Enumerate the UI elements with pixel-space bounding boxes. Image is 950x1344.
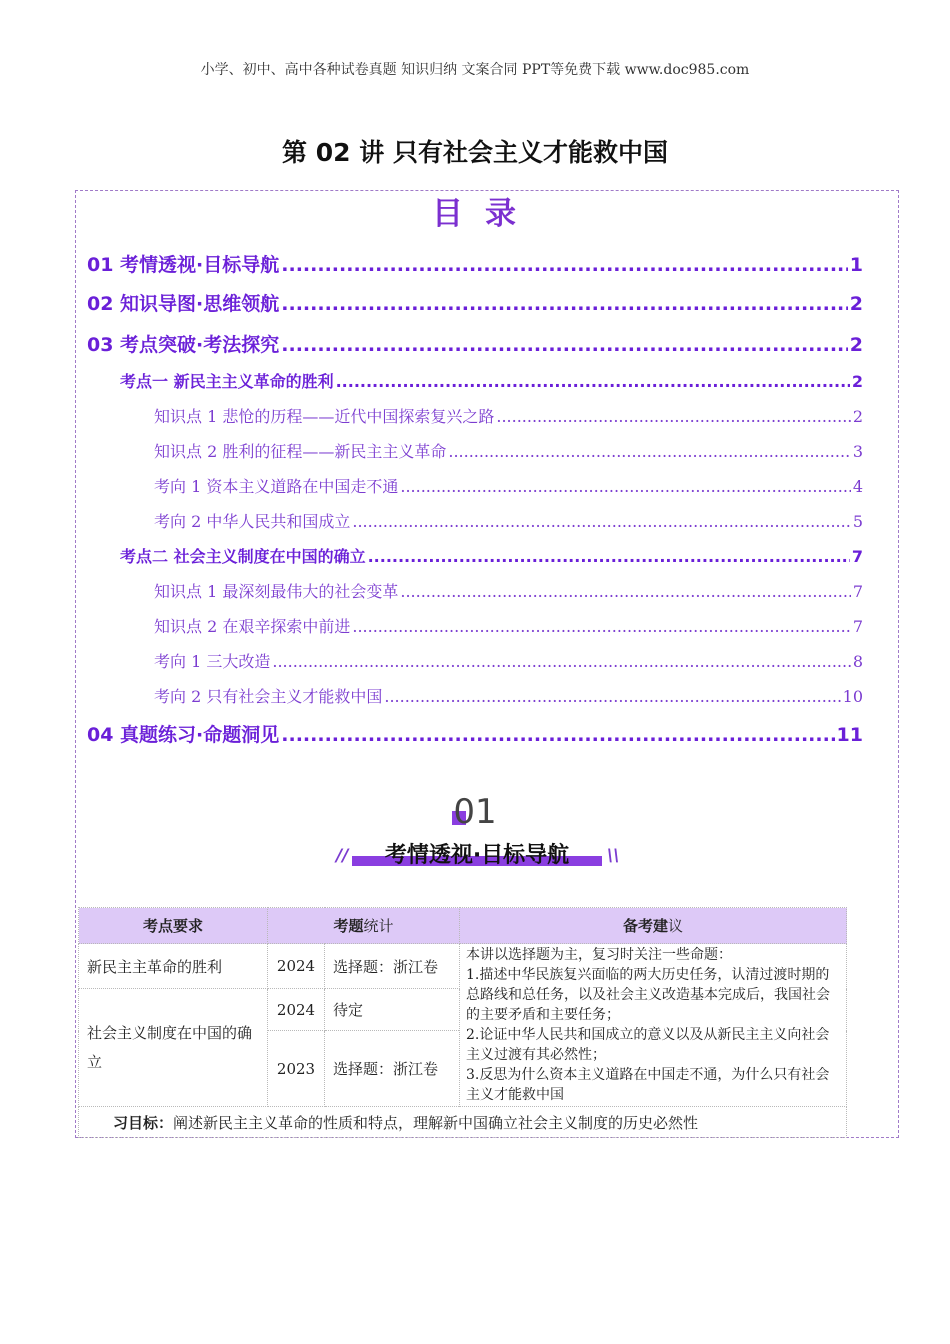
- type-cell: 待定: [325, 989, 460, 1031]
- goal-text: 阐述新民主主义革命的性质和特点，理解新中国确立社会主义制度的历史必然性: [173, 1113, 699, 1132]
- type-cell: 选择题：浙江卷: [325, 1031, 460, 1107]
- exam-table: [78, 907, 847, 1138]
- toc-item[interactable]: 考向 2 中华人民共和国成立 ..... 5: [154, 509, 863, 532]
- page-header: 小学、初中、高中各种试卷真题 知识归纳 文案合同 PPT等免费下载 www.doc985.com: [200, 62, 750, 78]
- slash-decoration-right: \\: [607, 846, 620, 866]
- toc-heading: 目录: [432, 196, 538, 232]
- advice-cell: 本讲以选择题为主，复习时关注一些命题： 1.描述中华民族复兴面临的两大历史任务，认清过渡时期的总路线和总任务，以及社会主义改造基本完成后，我国社会的主要矛盾和主要任务； 2.论证中华人民共和国成立的意义以及从新民主主义向社会主义过渡有其必然性； 3.反思为什么资本主义道路在中国走不通，为什么只有社会主义才能救中国: [460, 944, 847, 1107]
- toc-item[interactable]: 03 考点突破·考法探究 ..... 2: [87, 330, 863, 357]
- goal-cell: [79, 1107, 847, 1138]
- toc-item[interactable]: 考向 2 只有社会主义才能救中国 ..... 10: [154, 684, 863, 707]
- section-title: 考情透视·目标导航: [384, 843, 570, 868]
- goal-label: 习目标：: [113, 1113, 174, 1132]
- header-requirement: 考点要求: [79, 908, 268, 944]
- toc-item[interactable]: 02 知识导图·思维领航 ..... 2: [87, 289, 863, 316]
- toc-item[interactable]: 知识点 2 在艰辛探索中前进 ..... 7: [154, 614, 863, 637]
- table-row: [79, 944, 847, 989]
- toc-item[interactable]: 考点二 社会主义制度在中国的确立 ..... 7: [120, 544, 863, 567]
- type-cell: 选择题：浙江卷: [325, 944, 460, 989]
- year-cell: 2024: [268, 944, 325, 989]
- year-cell: 2023: [268, 1031, 325, 1107]
- section-banner: [352, 838, 602, 868]
- page-title: 第 02 讲 只有社会主义才能救中国: [282, 138, 668, 167]
- toc-item[interactable]: 01 考情透视·目标导航 ..... 1: [87, 250, 863, 277]
- toc-item[interactable]: 04 真题练习·命题洞见 ..... 11: [87, 720, 863, 747]
- toc-item[interactable]: 知识点 1 最深刻最伟大的社会变革 ..... 7: [154, 579, 863, 602]
- toc-item[interactable]: 知识点 1 悲怆的历程——近代中国探索复兴之路 ..... 2: [154, 404, 863, 427]
- section-number: 01: [453, 792, 497, 832]
- toc-item[interactable]: 知识点 2 胜利的征程——新民主主义革命 ..... 3: [154, 439, 863, 462]
- header-statistics: 考题统计: [268, 908, 460, 944]
- toc-item[interactable]: 考向 1 资本主义道路在中国走不通 ..... 4: [154, 474, 863, 497]
- table-header-row: [79, 908, 847, 944]
- header-advice: 备考建议: [460, 908, 847, 944]
- toc-item[interactable]: 考向 1 三大改造 ..... 8: [154, 649, 863, 672]
- toc-item[interactable]: 考点一 新民主主义革命的胜利 ..... 2: [120, 369, 863, 392]
- topic-cell: 新民主主革命的胜利: [79, 944, 268, 989]
- goal-row: [79, 1107, 847, 1138]
- topic-cell: 社会主义制度在中国的确立: [79, 989, 268, 1107]
- year-cell: 2024: [268, 989, 325, 1031]
- slash-decoration-left: //: [336, 846, 349, 866]
